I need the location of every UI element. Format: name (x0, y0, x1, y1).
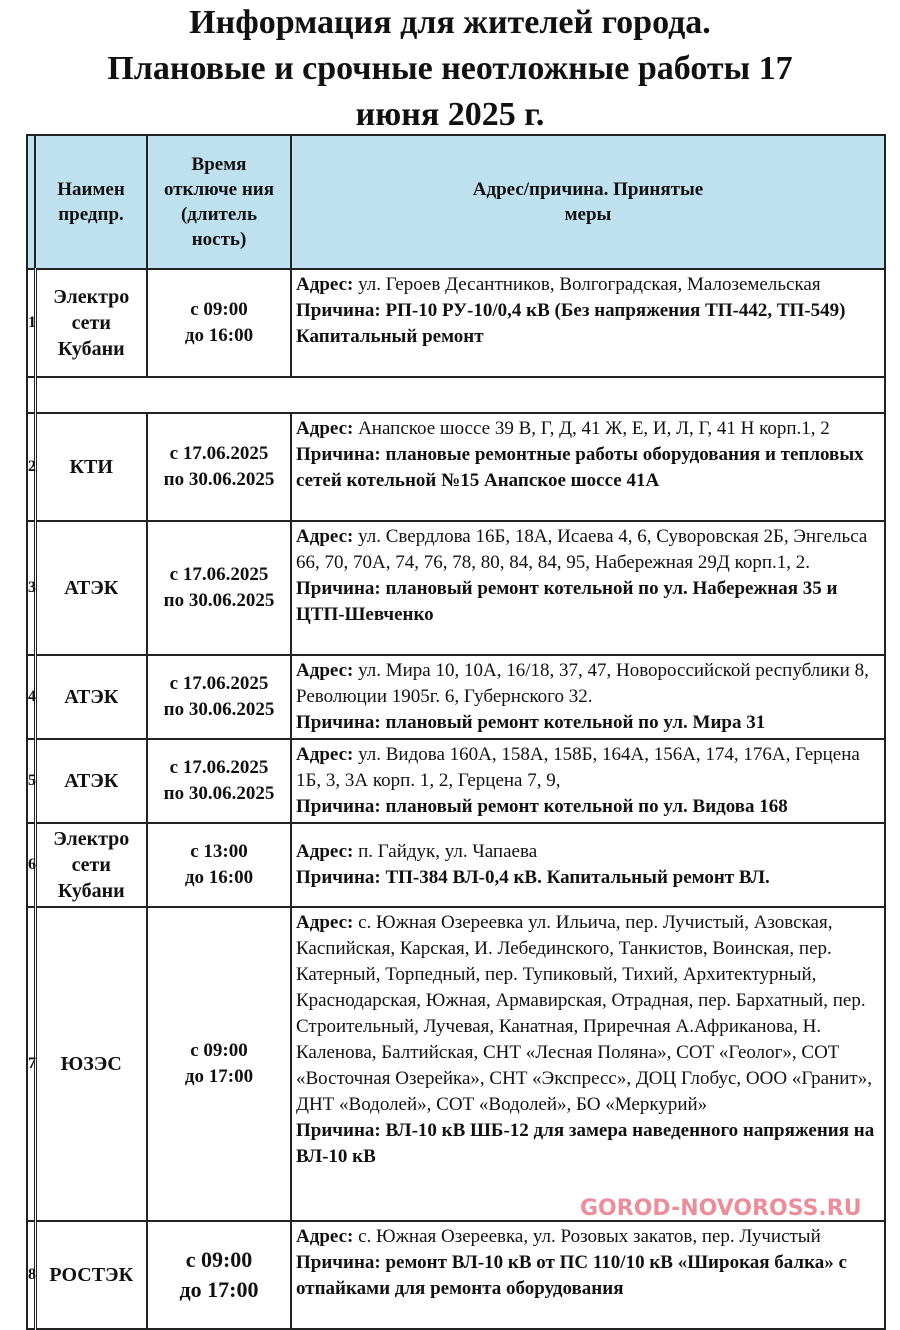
address-text: п. Гайдук, ул. Чапаева (358, 841, 538, 862)
time-start: с 17.06.2025 (169, 564, 269, 585)
reason-label: Причина: (296, 1252, 381, 1273)
reason-label: Причина: (296, 578, 381, 599)
row-org: АТЭК (35, 521, 147, 655)
time-start: с 17.06.2025 (169, 673, 269, 694)
header-address: Адрес/причина. Принятые меры (291, 135, 885, 269)
row-org: КТИ (35, 413, 147, 521)
row-address (291, 739, 885, 823)
row-address (291, 907, 885, 1221)
time-start: с 17.06.2025 (169, 443, 269, 464)
table-row (27, 1221, 885, 1329)
empty-row (27, 377, 885, 413)
address-text: с. Южная Озереевка, ул. Розовых закатов, пер. Лучистый (358, 1226, 821, 1247)
row-number: 6 (27, 823, 35, 907)
reason-label: Причина: (296, 1120, 381, 1141)
row-org: Электро сети Кубани (35, 823, 147, 907)
address-label: Адрес: (296, 418, 354, 439)
address-text: ул. Мира 10, 10А, 16/18, 37, 47, Новороссийской республики 8, Революции 1905г. 6, Губернского 32. (296, 660, 869, 707)
address-label: Адрес: (296, 841, 354, 862)
address-label: Адрес: (296, 274, 354, 295)
row-time (147, 907, 291, 1221)
time-end: по 30.06.2025 (163, 469, 275, 490)
row-address (291, 1221, 885, 1329)
title-line-3: июня 2025 г. (355, 96, 545, 133)
table-row (27, 269, 885, 377)
row-number: 4 (27, 655, 35, 739)
reason-text: ТП-384 ВЛ-0,4 кВ. Капитальный ремонт ВЛ. (385, 867, 770, 888)
row-number: 3 (27, 521, 35, 655)
reason-text: ВЛ-10 кВ ШБ-12 для замера наведенного напряжения на ВЛ-10 кВ (296, 1120, 875, 1167)
time-start: с 13:00 (190, 841, 248, 862)
time-start: с 17.06.2025 (169, 757, 269, 778)
time-start: с 09:00 (190, 1040, 248, 1061)
row-time (147, 269, 291, 377)
time-end: по 30.06.2025 (163, 590, 275, 611)
outage-table (26, 134, 886, 1330)
row-time (147, 1221, 291, 1329)
empty-cell (27, 377, 35, 413)
address-text: с. Южная Озереевка ул. Ильича, пер. Лучистый, Азовская, Каспийская, Карская, И. Лебединского, Танкистов, Воинская, пер. Катерный, Торпедный, пер. Тупиковый, Тихий, Архитектурный, Краснодарская, Южная, Армавирская, Отрадная, пер. Бархатный, пер. Строительный, Лучевая, Канатная, Приречная А.Африканова, Н. Каленова, Балтийская, СНТ «Лесная Поляна», СОТ «Геолог», СОТ «Восточная Озерейка», СНТ «Экспресс», ДОЦ Глобус, ООО «Гранит», ДНТ «Водолей», СОТ «Водолей», БО «Меркурий» (296, 912, 872, 1115)
row-time (147, 823, 291, 907)
reason-label: Причина: (296, 300, 381, 321)
title-line-2: Плановые и срочные неотложные работы 17 (107, 50, 793, 87)
table-row (27, 413, 885, 521)
row-time (147, 413, 291, 521)
row-number: 5 (27, 739, 35, 823)
page-title (0, 0, 900, 138)
row-time (147, 739, 291, 823)
row-org: Электро сети Кубани (35, 269, 147, 377)
header-num (27, 135, 35, 269)
row-org: РОСТЭК (35, 1221, 147, 1329)
empty-cell (35, 377, 885, 413)
reason-text: ремонт ВЛ-10 кВ от ПС 110/10 кВ «Широкая балка» с отпайками для ремонта оборудования (296, 1252, 847, 1299)
row-time (147, 521, 291, 655)
row-number: 7 (27, 907, 35, 1221)
header-org: Наимен предпр. (35, 135, 147, 269)
row-number: 1 (27, 269, 35, 377)
row-number: 2 (27, 413, 35, 521)
reason-text: плановый ремонт котельной по ул. Набережная 35 и ЦТП-Шевченко (296, 578, 838, 625)
title-line-1: Информация для жителей города. (189, 4, 711, 41)
time-end: до 16:00 (184, 867, 254, 888)
watermark: GOROD-NOVOROSS.RU (580, 1196, 862, 1221)
address-text: ул. Свердлова 16Б, 18А, Исаева 4, 6, Суворовская 2Б, Энгельса 66, 70, 70А, 74, 76, 78, 80, 84, 84, 95, Набережная 29Д корп.1, 2. (296, 526, 868, 573)
row-org: ЮЗЭС (35, 907, 147, 1221)
time-end: по 30.06.2025 (163, 783, 275, 804)
address-label: Адрес: (296, 1226, 354, 1247)
reason-text: плановый ремонт котельной по ул. Мира 31 (385, 712, 766, 733)
reason-label: Причина: (296, 796, 381, 817)
row-address (291, 413, 885, 521)
table-header-row (27, 135, 885, 269)
table-row (27, 907, 885, 1221)
table-row (27, 655, 885, 739)
reason-text: плановый ремонт котельной по ул. Видова 168 (385, 796, 788, 817)
table-row (27, 823, 885, 907)
row-time (147, 655, 291, 739)
time-end: по 30.06.2025 (163, 699, 275, 720)
row-address (291, 269, 885, 377)
time-end: до 16:00 (184, 325, 254, 346)
reason-label: Причина: (296, 867, 381, 888)
row-address (291, 521, 885, 655)
header-time: Время отключе ния (длитель ность) (147, 135, 291, 269)
row-address (291, 655, 885, 739)
address-text: Анапское шоссе 39 В, Г, Д, 41 Ж, Е, И, Л, Г, 41 Н корп.1, 2 (358, 418, 830, 439)
time-end: до 17:00 (179, 1277, 259, 1302)
row-address (291, 823, 885, 907)
reason-text: плановые ремонтные работы оборудования и тепловых сетей котельной №15 Анапское шоссе 41А (296, 444, 864, 491)
time-start: с 09:00 (190, 299, 248, 320)
reason-label: Причина: (296, 444, 381, 465)
row-org: АТЭК (35, 739, 147, 823)
reason-text: РП-10 РУ-10/0,4 кВ (Без напряжения ТП-442, ТП-549) Капитальный ремонт (296, 300, 846, 347)
row-number: 8 (27, 1221, 35, 1329)
time-start: с 09:00 (185, 1247, 253, 1272)
table-row (27, 739, 885, 823)
address-text: ул. Видова 160А, 158А, 158Б, 164А, 156А, 174, 176А, Герцена 1Б, 3, 3А корп. 1, 2, Герцена 7, 9, (296, 744, 860, 791)
table-row (27, 521, 885, 655)
address-label: Адрес: (296, 526, 354, 547)
time-end: до 17:00 (184, 1066, 254, 1087)
address-label: Адрес: (296, 744, 354, 765)
address-label: Адрес: (296, 912, 354, 933)
address-label: Адрес: (296, 660, 354, 681)
address-text: ул. Героев Десантников, Волгоградская, Малоземельская (358, 274, 821, 295)
row-org: АТЭК (35, 655, 147, 739)
reason-label: Причина: (296, 712, 381, 733)
